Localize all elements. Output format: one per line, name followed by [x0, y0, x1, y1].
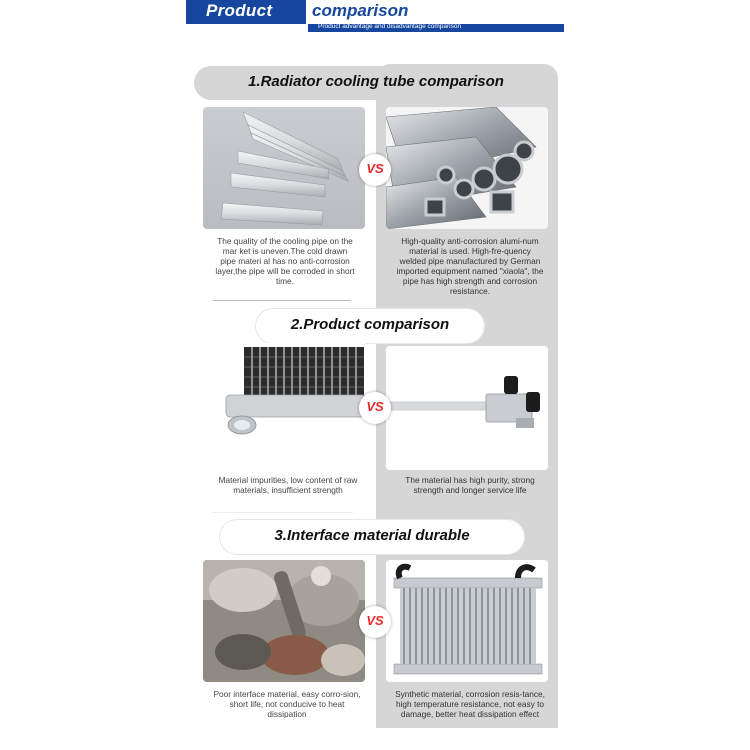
section-2-title-pill: [256, 309, 484, 343]
steel-pipes-image: [386, 107, 548, 229]
section-3-left-caption: Poor interface material, easy corro-sion, short life, not conducive to heat dissipation: [213, 689, 361, 719]
radiator-image: [386, 560, 548, 682]
section-1-title-pill: [194, 66, 558, 100]
vs-label: VS: [366, 613, 384, 628]
aluminium-strips-image: [203, 107, 365, 229]
section-1-right-photo: [386, 107, 548, 229]
header-title-left-block: [186, 0, 306, 24]
header-title-right-block: [308, 0, 564, 24]
section-3-right-photo: [386, 560, 548, 682]
section-2-left-caption: Material impurities, low content of raw materials, insufficient strength: [218, 475, 358, 495]
section-3-title-pill: [220, 520, 524, 554]
section-2-divider: [213, 512, 353, 513]
header-subtitle-bar: [308, 24, 564, 32]
section-2-right-caption: The material has high purity, strong strength and longer service life: [405, 475, 535, 495]
vs-badge: [359, 392, 391, 424]
section-1-right-caption: High-quality anti-corrosion alumi-num material is used. High-fre-quency welded pipe manufactured by German imported equipment named "xiaola", the pipe has high strength and corrosion resistance.: [396, 236, 544, 296]
section-3-title: 3.Interface material durable: [274, 527, 470, 544]
section-2-title: 2.Product comparison: [290, 316, 450, 333]
vs-badge: [359, 606, 391, 638]
vs-label: VS: [366, 161, 384, 176]
header-title-left: Product: [206, 1, 273, 20]
header-subtitle: Product advantage and disadvantage comparison: [318, 23, 462, 30]
section-3-right-caption: Synthetic material, corrosion resis-tance, high temperature resistance, not easy to damage, better heat dissipation effect: [395, 689, 545, 719]
header-title-right: comparison: [312, 1, 409, 20]
section-2-right-photo: [386, 346, 548, 470]
vs-label: VS: [366, 399, 384, 414]
section-3-left-photo: [203, 560, 365, 682]
engine-bay-image: [203, 560, 365, 682]
vs-badge: [359, 154, 391, 186]
radiator-core-image: [216, 343, 368, 441]
section-2-left-photo: [216, 343, 368, 441]
section-1-left-caption: The quality of the cooling pipe on the mar ket is uneven.The cold drawn pipe materi al has no anti-corrosion layer,the pipe will be corroded in short time.: [215, 236, 355, 286]
section-1-left-photo: [203, 107, 365, 229]
section-1-title: 1.Radiator cooling tube comparison: [248, 73, 504, 90]
aluminium-tube-image: [386, 346, 548, 470]
section-1-divider: [213, 300, 351, 301]
